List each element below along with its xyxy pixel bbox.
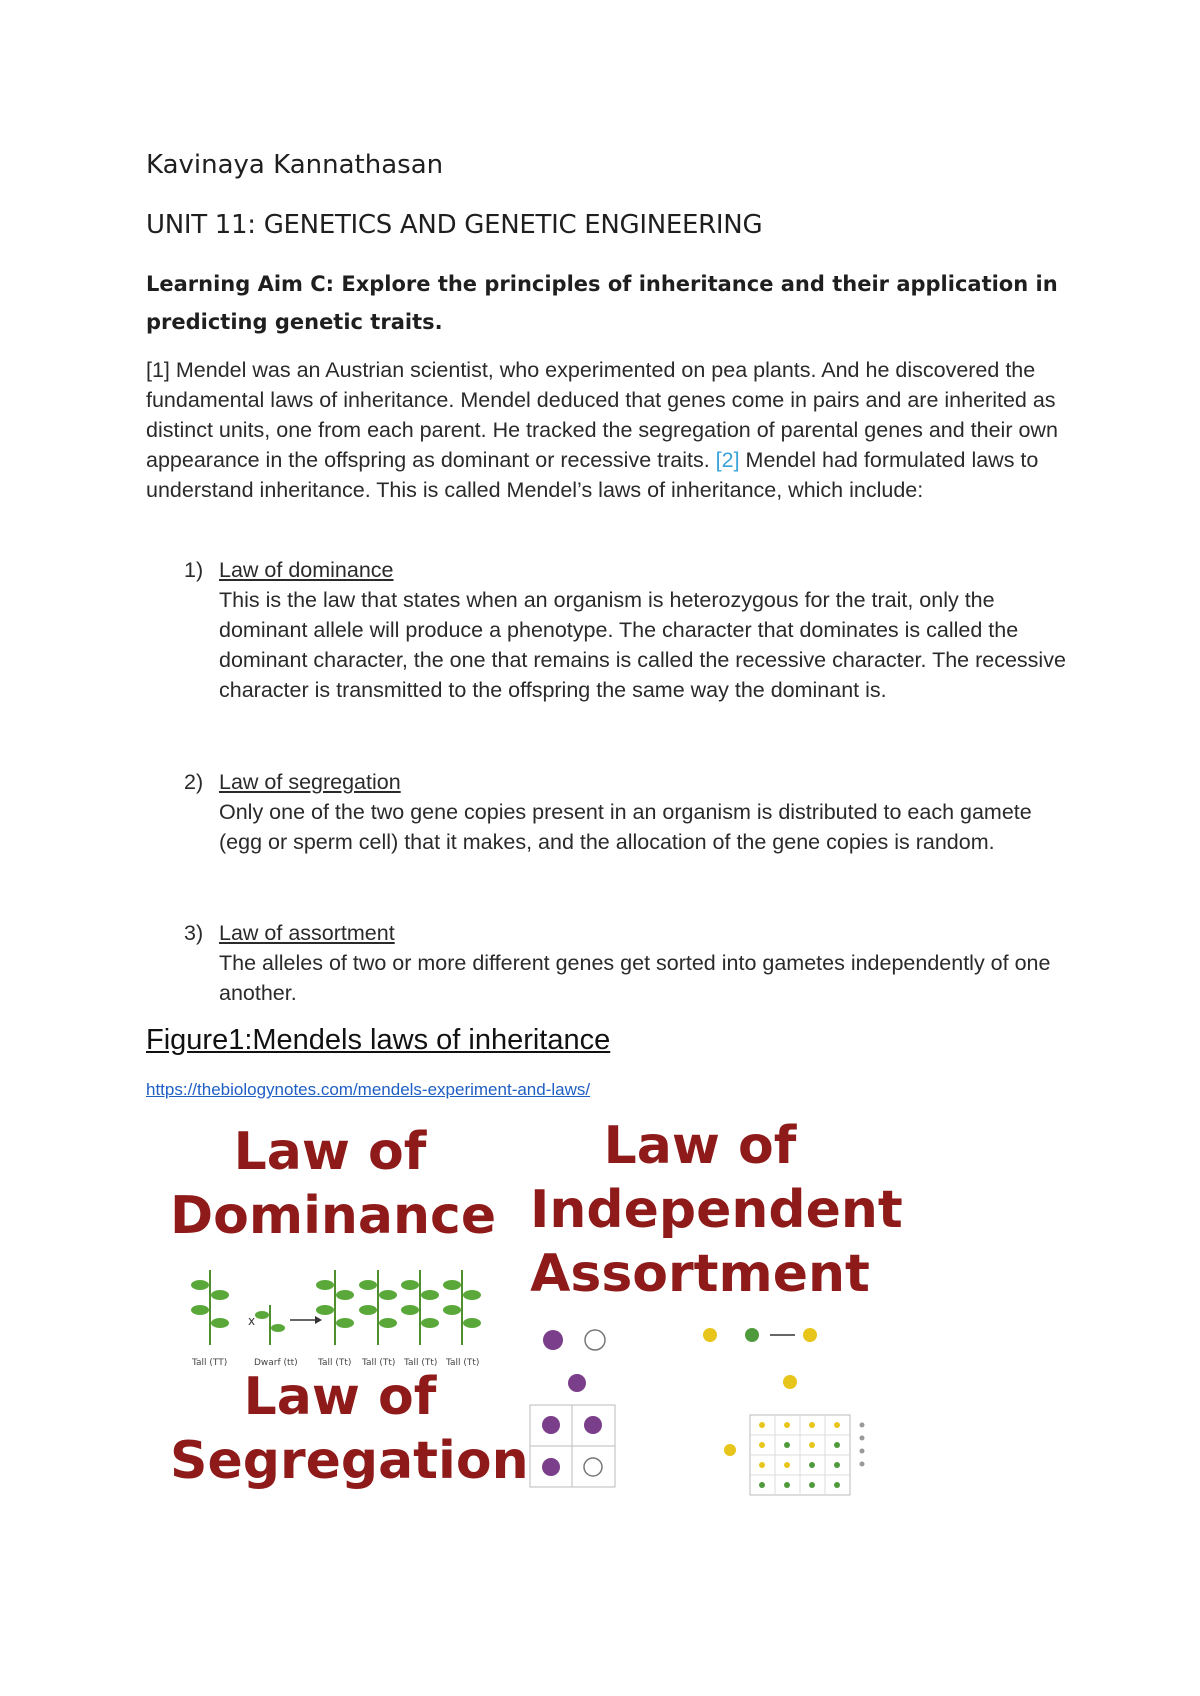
cross-symbol: x [248,1314,256,1328]
mendel-laws-figure [170,1116,910,1520]
yellow-pea-icon [703,1328,717,1342]
law-title: Law of segregation [219,770,401,794]
heading-line: Dominance [170,1186,497,1246]
yellow-pea-icon [784,1462,790,1468]
list-number: 2) [184,770,204,794]
flower-icon [584,1458,602,1476]
law-title: Law of assortment [219,921,395,945]
learning-aim [146,265,1066,341]
yellow-pea-icon [784,1422,790,1428]
plant-label: Tall (TT) [192,1358,228,1368]
green-pea-icon [809,1482,815,1488]
intro-paragraph [146,355,1076,505]
green-pea-icon [809,1462,815,1468]
plant-label: Tall (Tt) [404,1358,438,1368]
plant-icon [255,1305,285,1345]
flower-punnett-square-illustration [525,1325,635,1495]
yellow-pea-icon [809,1442,815,1448]
law-of-segregation-heading [170,1365,529,1493]
law-description: Only one of the two gene copies present in an organism is distributed to each gamete (egg or sperm cell) that it makes, and the allocation of the gene copies is random. [219,800,1032,854]
figure-source-link[interactable]: https://thebiologynotes.com/mendels-experiment-and-laws/ [146,1080,591,1099]
flower-icon [568,1374,586,1392]
flower-icon [542,1416,560,1434]
plant-icon [316,1270,354,1345]
yellow-pea-icon [809,1422,815,1428]
heading-line: Law of [243,1367,437,1427]
learning-aim-line-1: Learning Aim C: Explore the principles of inheritance and their application in [146,272,1058,296]
yellow-pea-icon [759,1442,765,1448]
heading-line: Law of [603,1116,797,1176]
law-title: Law of dominance [219,558,394,582]
heading-line: Assortment [530,1244,870,1304]
flower-icon [585,1330,605,1350]
intro-text-part-2: Mendel had formulated laws to understand inheritance. This is called Mendel’s laws of inheritance, which include: [146,448,1039,502]
green-pea-icon [834,1482,840,1488]
list-number: 1) [184,558,204,582]
plant-icon [443,1270,481,1345]
pea-plant-cross-illustration [190,1265,490,1375]
pea-dihybrid-cross-illustration [690,1320,890,1500]
author-name: Kavinaya Kannathasan [146,150,444,180]
yellow-pea-icon [759,1422,765,1428]
yellow-pea-icon [724,1444,736,1456]
plant-icon [191,1270,229,1345]
heading-line: Law of [233,1122,427,1182]
green-pea-icon [834,1462,840,1468]
legend-dot [860,1423,865,1428]
legend-dot [860,1462,865,1467]
reference-1: [1] [146,358,170,382]
green-pea-icon [784,1482,790,1488]
green-pea-icon [834,1442,840,1448]
law-of-independent-assortment-heading [530,1114,903,1306]
unit-title: UNIT 11: GENETICS AND GENETIC ENGINEERING [146,210,763,240]
flower-icon [584,1416,602,1434]
green-pea-icon [745,1328,759,1342]
flower-icon [542,1458,560,1476]
yellow-pea-icon [803,1328,817,1342]
law-description: The alleles of two or more different genes get sorted into gametes independently of one another. [219,951,1051,1005]
yellow-pea-icon [783,1375,797,1389]
plant-label: Tall (Tt) [362,1358,396,1368]
plant-label: Tall (Tt) [446,1358,480,1368]
plant-icon [359,1270,397,1345]
heading-line: Independent [530,1180,903,1240]
arrowhead [315,1316,322,1324]
learning-aim-line-2: predicting genetic traits. [146,310,443,334]
figure-caption: Figure1:Mendels laws of inheritance [146,1024,611,1056]
law-description: This is the law that states when an organism is heterozygous for the trait, only the dominant allele will produce a phenotype. The character that dominates is called the dominant character, the one that remains is called the recessive character. The recessive character is transmitted to the offspring the same way the dominant is. [219,588,1066,702]
list-number: 3) [184,921,204,945]
reference-2-link[interactable]: [2] [715,448,740,472]
heading-line: Segregation [170,1431,529,1491]
green-pea-icon [784,1442,790,1448]
plant-label: Tall (Tt) [318,1358,352,1368]
intro-text-part-1: Mendel was an Austrian scientist, who experimented on pea plants. And he discovered the fundamental laws of inheritance. Mendel deduced that genes come in pairs and are inherited as distinct units, one from each parent. He tracked the segregation of parental genes and their own appearance in the offspring as dominant or recessive traits. [146,358,1058,472]
plant-icon [401,1270,439,1345]
law-of-dominance-heading [170,1120,497,1248]
plant-label: Dwarf (tt) [254,1358,298,1368]
legend-dot [860,1449,865,1454]
legend-dot [860,1436,865,1441]
flower-icon [543,1330,563,1350]
yellow-pea-icon [834,1422,840,1428]
green-pea-icon [759,1482,765,1488]
yellow-pea-icon [759,1462,765,1468]
